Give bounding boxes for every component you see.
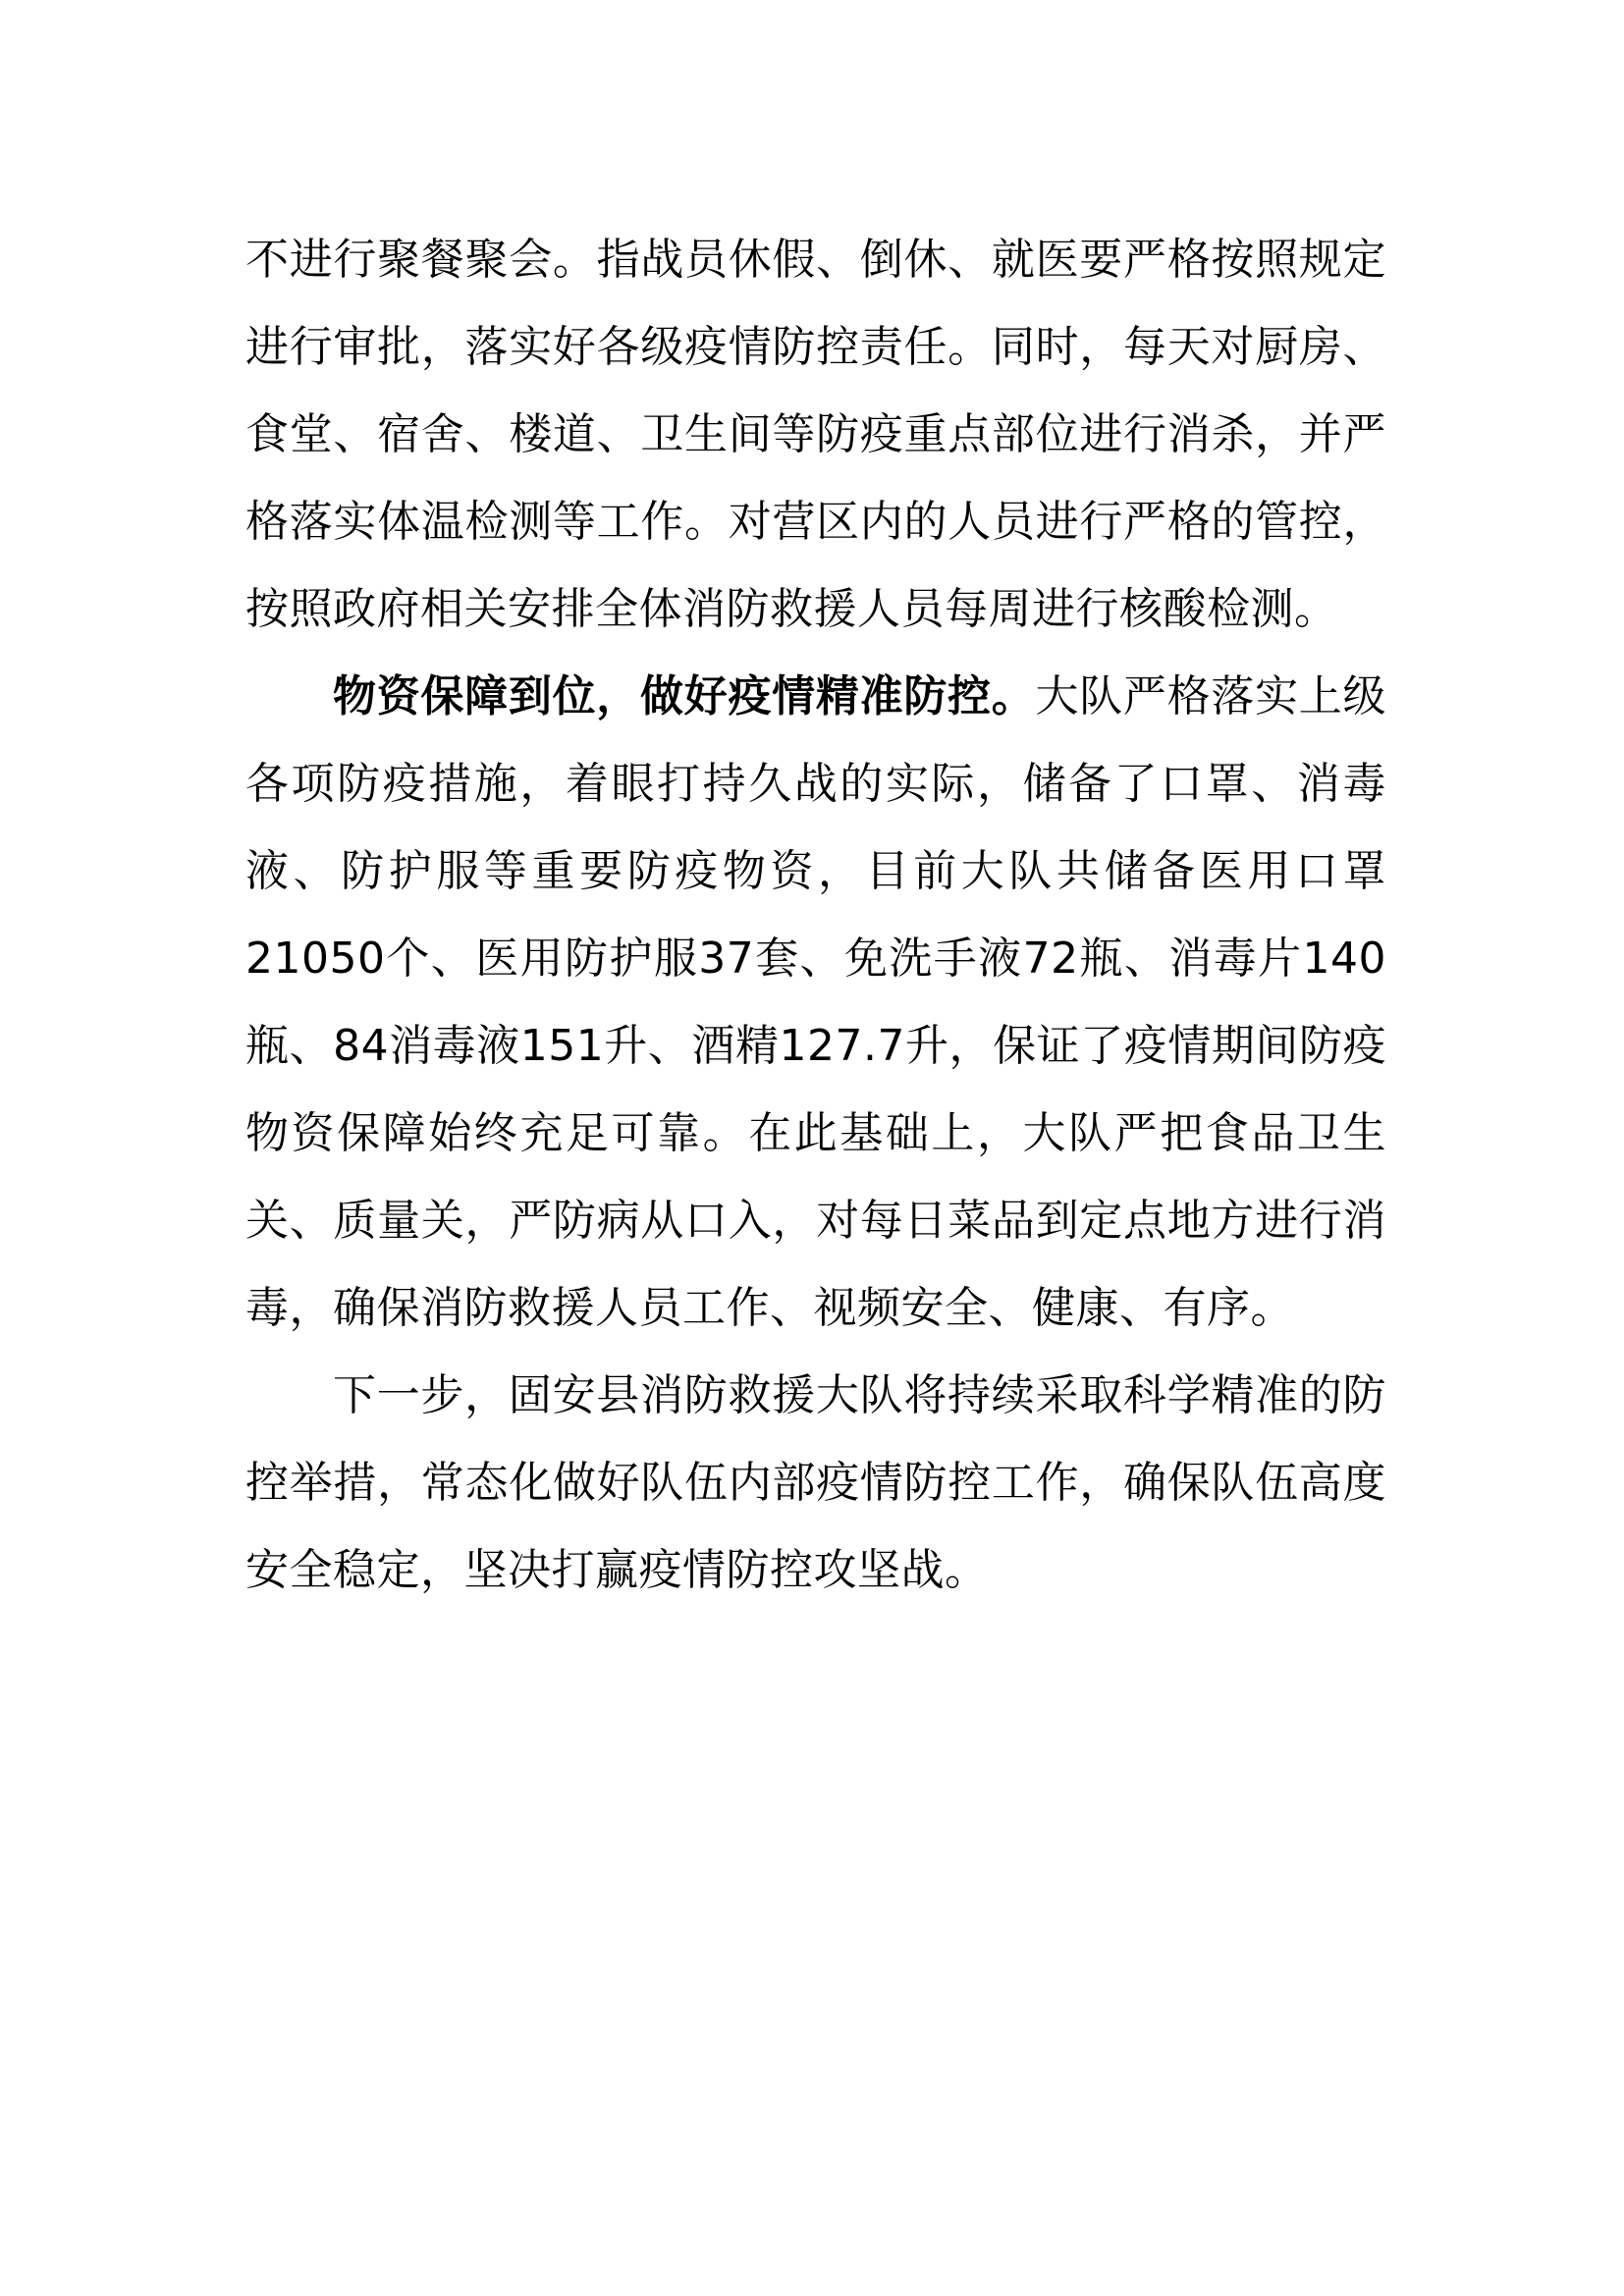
paragraph-text: 不进行聚餐聚会。指战员休假、倒休、就医要严格按照规定进行审批，落实好各级疫情防控责任。同时，每天对厨房、食堂、宿舍、楼道、卫生间等防疫重点部位进行消杀，并严格落实体温检测等工作。对营区内的人员进行严格的管控，按照政府相关安排全体消防救援人员每周进行核酸检测。 bbox=[245, 235, 1386, 634]
document-page bbox=[245, 216, 1386, 1614]
paragraph-text: 下一步，固安县消防救援大队将持续采取科学精准的防控举措，常态化做好队伍内部疫情防控工作，确保队伍高度安全稳定，坚决打赢疫情防控攻坚战。 bbox=[245, 1370, 1386, 1595]
paragraph-continued bbox=[245, 216, 1386, 653]
paragraph-text: 大队严格落实上级各项防疫措施，着眼打持久战的实际，储备了口罩、消毒液、防护服等重要防疫物资，目前大队共储备医用口罩21050个、医用防护服37套、免洗手液72瓶、消毒片140瓶、84消毒液151升、酒精127.7升，保证了疫情期间防疫物资保障始终充足可靠。在此基础上，大队严把食品卫生关、质量关，严防病从口入，对每日菜品到定点地方进行消毒，确保消防救援人员工作、视频安全、健康、有序。 bbox=[245, 671, 1387, 1333]
paragraph-supplies bbox=[245, 653, 1386, 1352]
paragraph-next-steps bbox=[245, 1352, 1386, 1614]
paragraph-lead-heading: 物资保障到位，做好疫情精准防控。 bbox=[333, 671, 1036, 721]
